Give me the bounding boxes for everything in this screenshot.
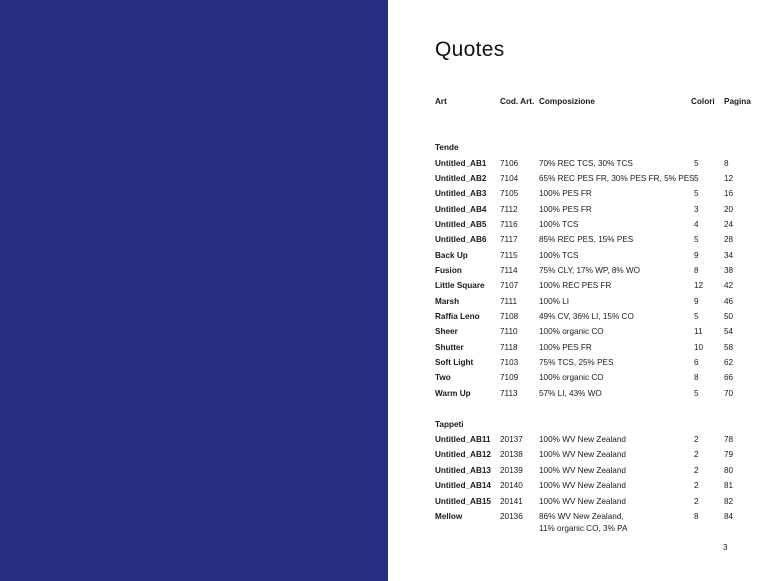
cell-cod: 7109 [500,373,519,383]
cell-comp: 75% TCS, 25% PES [539,358,614,368]
cell-comp: 100% organic CO [539,373,604,383]
cell-art: Warm Up [435,388,471,398]
cell-colori: 5 [694,388,699,398]
cell-cod: 7116 [500,219,518,229]
cell-pagina: 16 [724,189,734,199]
cell-art: Untitled_AB14 [435,481,491,491]
cell-comp: 65% REC PES FR, 30% PES FR, 5% PES [539,173,695,183]
cell-comp: 86% WV New Zealand, [539,511,624,521]
cell-art: Untitled_AB13 [435,465,491,475]
cell-cod: 20139 [500,465,523,475]
cell-pagina: 38 [724,265,734,275]
cell-cod: 7117 [500,235,518,245]
cell-colori: 11 [694,327,703,337]
cell-pagina: 24 [724,219,734,229]
cell-colori: 3 [694,204,699,214]
cell-pagina: 20 [724,204,734,214]
cell-comp: 100% REC PES FR [539,281,612,291]
cell-pagina: 82 [724,496,734,506]
header-comp: Composizione [539,97,595,106]
cell-pagina: 70 [724,388,734,398]
cell-art: Two [435,373,451,383]
cell-art: Soft Light [435,358,474,368]
cell-colori: 2 [694,450,699,460]
cell-comp: 100% PES FR [539,342,592,352]
cell-art: Mellow [435,511,463,521]
cell-colori: 5 [694,235,699,245]
cell-colori: 5 [694,312,699,321]
cell-pagina: 54 [724,327,734,337]
cell-comp: 100% WV New Zealand [539,465,626,475]
cell-pagina: 46 [724,296,734,306]
cell-cod: 7103 [500,358,519,368]
cell-pagina: 28 [724,235,734,245]
cell-comp-continued: 11% organic CO, 3% PA [539,523,628,533]
cell-comp: 70% REC TCS, 30% TCS [539,158,633,168]
cell-pagina: 12 [724,173,734,183]
cell-comp: 100% organic CO [539,327,604,337]
cell-pagina: 79 [724,450,734,460]
cell-pagina: 42 [724,281,734,291]
cell-art: Untitled_AB2 [435,173,487,183]
cell-comp: 100% WV New Zealand [539,450,626,460]
cell-comp: 100% WV New Zealand [539,481,626,491]
cell-cod: 7108 [500,312,519,321]
cell-colori: 8 [694,373,699,383]
cell-pagina: 62 [724,358,734,368]
cell-pagina: 66 [724,373,734,383]
cell-cod: 20140 [500,481,523,491]
cell-cod: 7104 [500,173,519,183]
cell-cod: 7112 [500,204,518,214]
cell-comp: 75% CLY, 17% WP, 8% WO [539,265,641,275]
cell-colori: 12 [694,281,704,291]
header-art: Art [435,97,447,106]
cell-cod: 7105 [500,189,519,199]
header-cod: Cod. Art. [500,97,535,106]
cell-colori: 10 [694,342,704,352]
cell-cod: 7113 [500,388,518,398]
cell-cod: 7111 [500,296,517,306]
cell-art: Untitled_AB12 [435,450,491,460]
cell-pagina: 34 [724,250,734,260]
cell-comp: 57% LI, 43% WO [539,388,602,398]
cell-colori: 8 [694,265,699,275]
cell-cod: 7115 [500,250,518,260]
cell-colori: 2 [694,481,699,491]
cell-pagina: 8 [724,158,729,168]
cell-art: Back Up [435,250,468,260]
cell-colori: 6 [694,358,699,368]
cell-cod: 7118 [500,342,518,352]
cell-pagina: 81 [724,481,734,491]
cell-comp: 100% TCS [539,250,579,260]
cell-cod: 7107 [500,281,519,291]
cell-art: Untitled_AB1 [435,158,487,168]
cell-art: Little Square [435,281,485,291]
cell-colori: 5 [694,189,699,199]
cell-art: Raffia Leno [435,312,480,321]
cell-comp: 49% CV, 36% LI, 15% CO [539,312,634,321]
cell-comp: 100% PES FR [539,204,592,214]
cell-cod: 7106 [500,158,519,168]
cell-art: Untitled_AB4 [435,204,487,214]
page-number: 3 [723,543,728,552]
header-colori: Colori [691,97,715,106]
cell-art: Untitled_AB11 [435,435,491,445]
cell-cod: 20136 [500,511,523,521]
cell-colori: 9 [694,250,699,260]
cell-colori: 4 [694,219,699,229]
cell-comp: 85% REC PES, 15% PES [539,235,634,245]
cell-pagina: 78 [724,435,734,445]
cell-art: Sheer [435,327,458,337]
cell-colori: 9 [694,296,699,306]
cell-colori: 2 [694,465,699,475]
cell-colori: 8 [694,511,699,521]
cell-comp: 100% LI [539,296,570,306]
cell-cod: 7110 [500,327,518,337]
quotes-page [388,0,775,581]
header-pagina: Pagina [724,97,751,106]
cell-comp: 100% PES FR [539,189,592,199]
cell-cod: 20137 [500,435,523,445]
cell-cod: 20141 [500,496,523,506]
cell-pagina: 84 [724,511,734,521]
cell-art: Fusion [435,265,462,275]
section-title: Tappeti [435,419,464,429]
page-title: Quotes [435,38,505,61]
cell-cod: 7114 [500,265,518,275]
cell-art: Shutter [435,342,464,352]
cell-art: Untitled_AB15 [435,496,491,506]
cell-pagina: 80 [724,465,734,475]
cell-colori: 2 [694,435,699,445]
cell-pagina: 50 [724,312,734,321]
cell-colori: 5 [694,173,699,183]
cell-art: Untitled_AB6 [435,235,487,245]
cell-colori: 5 [694,158,699,168]
cell-art: Marsh [435,296,460,306]
cell-pagina: 58 [724,342,734,352]
cell-comp: 100% WV New Zealand [539,435,626,445]
cell-cod: 20138 [500,450,523,460]
cell-art: Untitled_AB5 [435,219,487,229]
cell-comp: 100% WV New Zealand [539,496,626,506]
cell-colori: 2 [694,496,699,506]
cell-art: Untitled_AB3 [435,189,487,199]
cell-comp: 100% TCS [539,219,579,229]
section-title: Tende [435,143,459,152]
